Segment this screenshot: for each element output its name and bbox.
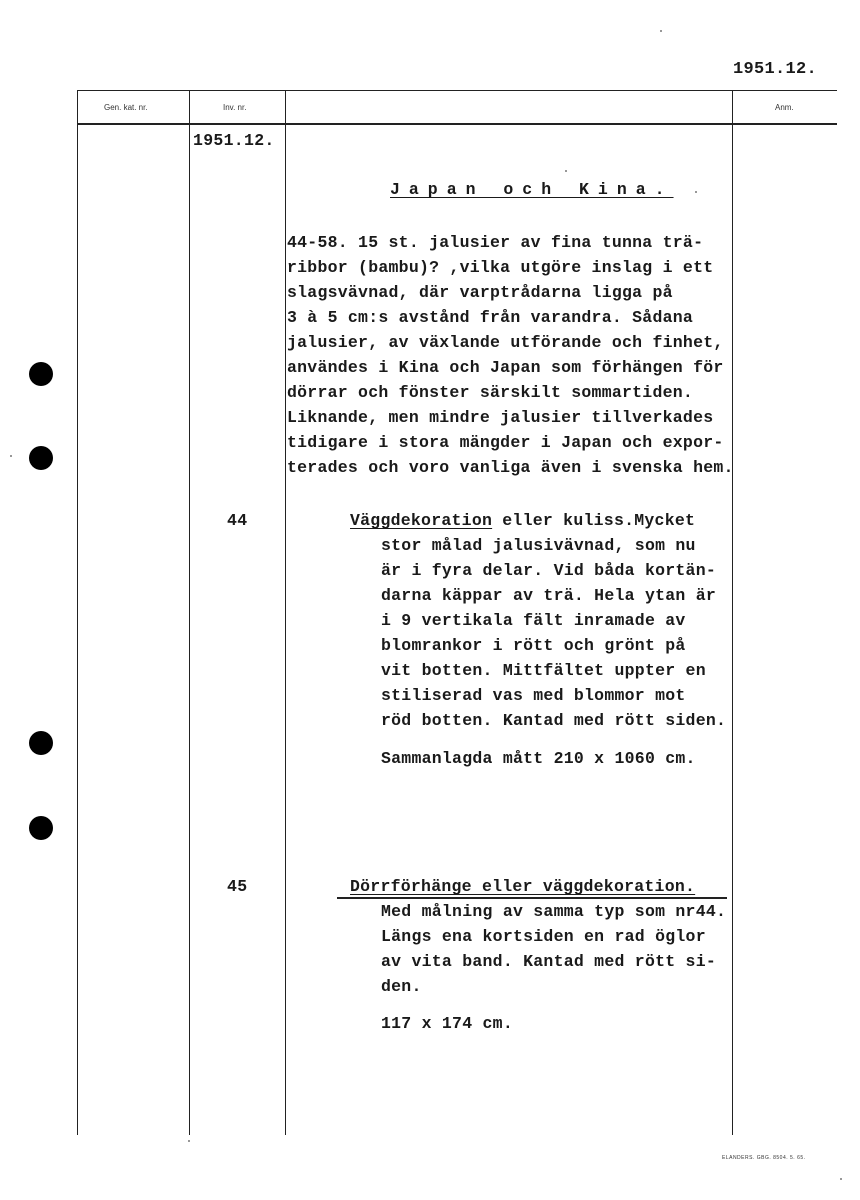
scan-speck (695, 191, 697, 193)
entry-44-first-line-rest: eller kuliss.Mycket (492, 511, 696, 530)
text-line: Längs ena kortsiden en rad öglor (381, 927, 706, 946)
entry-44-inv-number: 44 (227, 511, 248, 530)
header-inv: Inv. nr. (223, 103, 247, 112)
entry-45-underline-stroke (337, 897, 727, 899)
text-line: tidigare i stora mängder i Japan och expor- (287, 433, 724, 452)
punch-hole-1 (29, 362, 53, 386)
text-line: vit botten. Mittfältet uppter en (381, 661, 706, 680)
col-divider-gen-inv (189, 90, 190, 1135)
inventory-reference: 1951.12. (193, 131, 275, 150)
col-divider-left-edge (77, 90, 78, 1135)
text-line: 3 à 5 cm:s avstånd från varandra. Sådana (287, 308, 694, 327)
top-reference: 1951.12. (733, 60, 818, 79)
entry-45-measurement: 117 x 174 cm. (381, 1014, 513, 1033)
header-anm: Anm. (775, 103, 794, 112)
header-gen-kat: Gen. kat. nr. (104, 103, 148, 112)
punch-hole-2 (29, 446, 53, 470)
text-line: ribbor (bambu)? ,vilka utgöre inslag i ett (287, 258, 714, 277)
scan-speck (10, 455, 12, 457)
header-top-rule (77, 90, 837, 91)
text-line: Med målning av samma typ som nr44. (381, 902, 727, 921)
punch-hole-3 (29, 731, 53, 755)
text-line: Liknande, men mindre jalusier tillverkades (287, 408, 714, 427)
scan-speck (565, 170, 567, 172)
entry-44-first-line (350, 511, 695, 530)
entry-45-heading (350, 877, 695, 896)
text-line: slagsvävnad, där varptrådarna ligga på (287, 283, 673, 302)
text-line: är i fyra delar. Vid båda kortän- (381, 561, 717, 580)
scan-speck (660, 30, 662, 32)
printer-mark: ELANDERS. GBG. 8504. 5. 65. (722, 1155, 806, 1161)
text-line: 44-58. 15 st. jalusier av fina tunna trä- (287, 233, 704, 252)
text-line: jalusier, av växlande utförande och finhet, (287, 333, 724, 352)
entry-45-heading-text: Dörrförhänge eller väggdekoration. (350, 877, 696, 896)
section-title: Japan och Kina. (390, 180, 674, 199)
text-line: blomrankor i rött och grönt på (381, 636, 686, 655)
text-line: i 9 vertikala fält inramade av (381, 611, 686, 630)
entry-44-measurement: Sammanlagda mått 210 x 1060 cm. (381, 749, 696, 768)
entry-44-heading: Väggdekoration (350, 511, 493, 530)
header-bottom-rule (77, 123, 837, 125)
text-line: den. (381, 977, 422, 996)
scan-speck (840, 1178, 842, 1180)
entry-45-inv-number: 45 (227, 877, 248, 896)
scan-speck (188, 1140, 190, 1142)
text-line: darna käppar av trä. Hela ytan är (381, 586, 717, 605)
text-line: användes i Kina och Japan som förhängen för (287, 358, 724, 377)
col-divider-text-anm (732, 90, 733, 1135)
text-line: av vita band. Kantad med rött si- (381, 952, 717, 971)
punch-hole-4 (29, 816, 53, 840)
text-line: dörrar och fönster särskilt sommartiden. (287, 383, 694, 402)
text-line: röd botten. Kantad med rött siden. (381, 711, 727, 730)
text-line: stiliserad vas med blommor mot (381, 686, 686, 705)
text-line: stor målad jalusivävnad, som nu (381, 536, 696, 555)
col-divider-inv-text (285, 90, 286, 1135)
text-line: terades och voro vanliga även i svenska hem. (287, 458, 734, 477)
